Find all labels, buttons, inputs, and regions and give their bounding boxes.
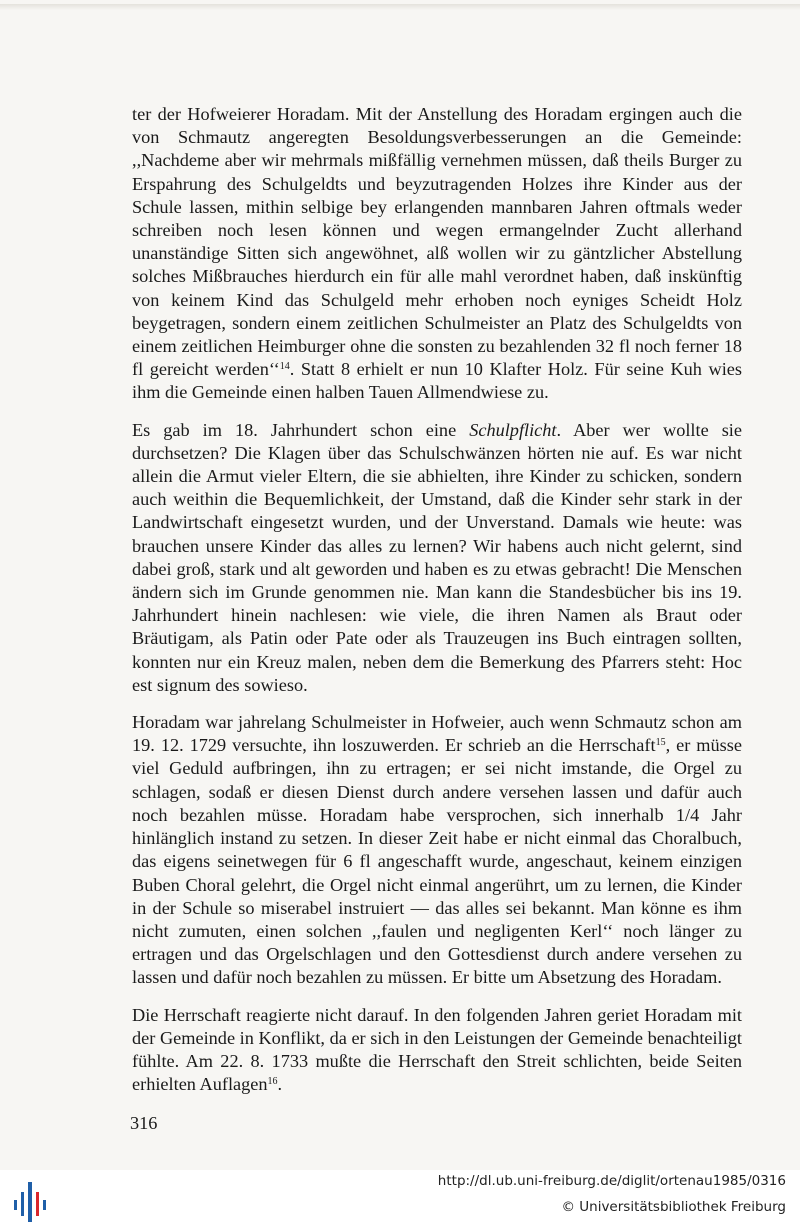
footnote-ref: 16 <box>267 1076 278 1088</box>
viewer-footer <box>0 1170 800 1226</box>
page-edge <box>0 4 800 10</box>
library-logo-icon <box>10 1178 54 1224</box>
footnote-ref: 15 <box>655 737 666 749</box>
body-text <box>132 103 742 1110</box>
footnote-ref: 14 <box>279 361 290 373</box>
paragraph: Die Herrschaft reagierte nicht darauf. In den folgenden Jahren geriet Horadam mit der Gemeinde in Konflikt, da er sich in den Leistungen der Gemeinde benachteiligt fühlte. Am 22. 8. 1733 mußte die Herrschaft den Streit schlichten, beide Seiten erhielten Auflagen$^{16}$. <box>132 1004 742 1095</box>
copyright-text: © Universitätsbibliothek Freiburg <box>561 1199 786 1215</box>
emphasis: Schulpflicht <box>469 419 557 440</box>
source-link[interactable]: http://dl.ub.uni-freiburg.de/diglit/ortenau1985/0316 <box>437 1173 786 1189</box>
page-number: 316 <box>130 1113 158 1133</box>
paragraph: Horadam war jahrelang Schulmeister in Hofweier, auch wenn Schmautz schon am 19. 12. 1729 versuchte, ihn loszuwerden. Er schrieb an die Herrschaft$^{15}$, er müsse viel Geduld aufbringen, ihn zu ertragen; er sei nicht imstande, die Orgel zu schlagen, sodaß er diesen Dienst durch andere versehen lassen und dafür auch noch bezahlen müsse. Horadam habe versprochen, sich innerhalb 1/4 Jahr hinlänglich instand zu setzen. In dieser Zeit habe er nicht einmal das Choralbuch, das eigens seinetwegen für 6 fl angeschafft wurde, angeschaut, keinem einzigen Buben Choral gelehrt, die Orgel nicht einmal angerührt, um zu lernen, die Kinder in der Schule so miserabel instruiert — das alles sei bekannt. Man könne es ihm nicht zumuten, einen solchen ,,faulen und negligenten Kerl‘‘ noch länger zu ertragen und das Orgelschlagen und den Gottesdienst durch andere versehen zu lassen und dafür noch bezahlen zu müssen. Er bitte um Absetzung des Horadam. <box>132 712 742 988</box>
paragraph: ter der Hofweierer Horadam. Mit der Anstellung des Horadam ergingen auch die von Schmautz angeregten Besoldungsverbesserungen an die Gemeinde: ,,Nachdeme aber wir mehrmals mißfällig vernehmen müssen, daß theils Burger zu Erspahrung des Schulgeldts und beyzutragenden Holzes ihre Kinder aus der Schule lassen, mithin selbige bey erlangenden mannbaren Jahren oftmals weder schreiben noch lesen können und wegen ermangelnder Zucht allerhand unanständige Sitten sich angewöhnet, alß wollen wir zu gäntzlicher Abstellung solches Mißbrauches hierdurch ein für alle mahl verordnet haben, daß inskünftig von keinem Kind das Schulgeld mehr erhoben noch eyniges Scheidt Holz beygetragen, sondern einem zeitlichen Schulmeister an Platz des Schulgeldts von einem zeitlichen Heimburger ohne die sonsten zu bezahlenden 32 fl noch ferner 18 fl gereicht werden‘‘$^{14}$. Statt 8 erhielt er nun 10 Klafter Holz. Für seine Kuh wies ihm die Gemeinde einen halben Tauen Allmendwiese zu. <box>132 104 743 403</box>
paragraph: Es gab im 18. Jahrhundert schon eine Schulpflicht. Aber wer wollte sie durchsetzen? Die Klagen über das Schulschwänzen hörten nie auf. Es war nicht allein die Armut vieler Eltern, die sie abhielten, ihre Kinder zu schicken, sondern auch weithin die Bequemlichkeit, der Umstand, daß die Kinder sehr stark in der Landwirtschaft eingesetzt wurden, und der Unverstand. Damals wie heute: was brauchen unsere Kinder das alles zu lernen? Wir habens auch nicht gelernt, sind dabei groß, stark und alt geworden und haben es zu etwas gebracht! Die Menschen ändern sich im Grunde genommen nie. Man kann die Standesbücher bis ins 19. Jahrhundert hinein nachlesen: wie viele, die ihren Namen als Braut oder Bräutigam, als Patin oder Pate oder als Trauzeugen ins Buch eintragen sollten, konnten nur ein Kreuz malen, neben dem die Bemerkung des Pfarrers steht: Hoc est signum des sowieso. <box>132 419 743 695</box>
